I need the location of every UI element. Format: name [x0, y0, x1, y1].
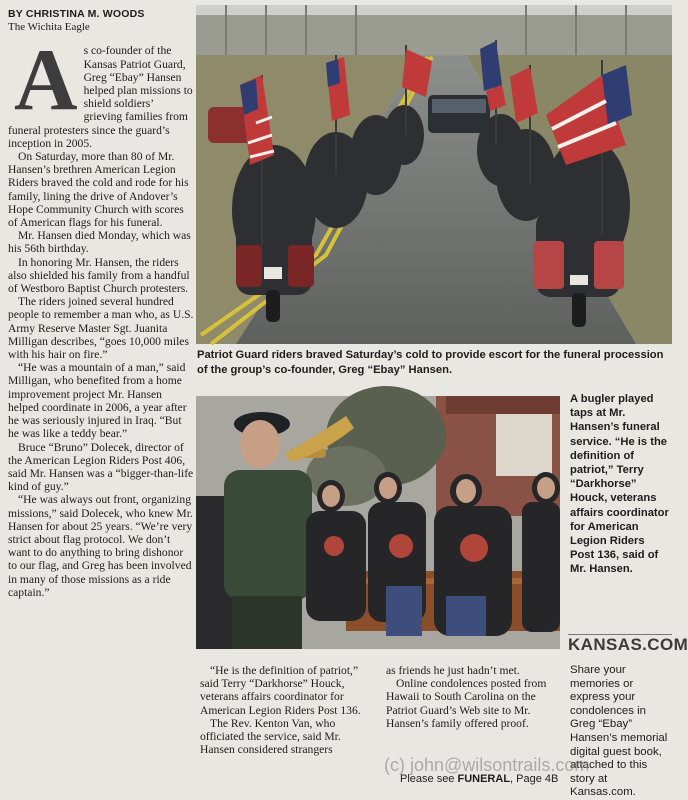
- outlet-name: The Wichita Eagle: [8, 21, 90, 34]
- bottom-photo-caption: A bugler played taps at Mr. Hansen’s funeral service. “He is the definition of patriot,” Terry “Darkhorse” Houck, veterans affairs coordinator for American Legion Riders Post 136, said of Mr. Hansen.: [570, 393, 669, 576]
- paragraph: “He is the definition of patriot,” said Terry “Darkhorse” Houck, veterans affairs coordinator for American Legion Riders Post 136.: [200, 664, 361, 717]
- paragraph: “He was a mountain of a man,” said Milligan, who benefited from a home improvement project Mr. Hansen helped coordinate in 2006, a year after he was seriously injured in Iraq. “But he was like a teddy bear.”: [8, 361, 187, 441]
- paragraph: On Saturday, more than 80 of Mr. Hansen’s brethren American Legion Riders braved the cold and rode for his family, lining the drive of Andover’s Hope Community Church with scores of American flags for his funeral.: [8, 150, 189, 230]
- drop-cap: A: [14, 32, 78, 130]
- photo-bugler-funeral: [196, 396, 560, 649]
- paragraph: The riders joined several hundred people to remember a man who, as U.S. Army Reserve Master Sgt. Juanita Milligan describes, “goes 10,000 miles with his hair on fire.”: [8, 295, 194, 362]
- kansas-com-logo[interactable]: KANSAS.COM: [568, 635, 688, 654]
- paragraph: Bruce “Bruno” Dolecek, director of the American Legion Riders Post 406, said Mr. Hansen was a “bigger-than-life kind of guy.”: [8, 440, 194, 494]
- paragraph: “He was always out front, organizing missions,” said Dolecek, who knew Mr. Hansen for about 25 years. “We’re very strict about flag protocol. We don’t want to do anything to bring dishonor to our flag, and Greg has been involved in many of those missions as a ride captain.”: [8, 493, 193, 599]
- paragraph: Mr. Hansen died Monday, which was his 56th birthday.: [8, 229, 191, 256]
- paragraph: as friends he just hadn’t met.: [386, 664, 520, 677]
- copyright-watermark: (c) john@wilsontrails.com: [384, 755, 590, 775]
- byline: BY CHRISTINA M. WOODS: [8, 8, 145, 20]
- article-column-3: [386, 664, 564, 730]
- kansas-com-box: [568, 634, 688, 657]
- continuation-section[interactable]: FUNERAL: [457, 773, 511, 785]
- paragraph: The Rev. Kenton Van, who officiated the service, said Mr. Hansen considered strangers: [200, 716, 341, 757]
- article-column-2: [200, 664, 378, 756]
- photo-motorcycle-procession: [196, 5, 672, 344]
- paragraph: In honoring Mr. Hansen, the riders also shielded his family from a handful of Westboro Baptist Church protesters.: [8, 255, 190, 296]
- continuation-prefix: Please see: [400, 773, 458, 785]
- kansas-com-text: Share your memories or express your condolences in Greg “Ebay” Hansen’s memorial digital guest book, attached to this story at Kansas.com.: [570, 664, 668, 799]
- paragraph: Online condolences posted from Hawaii to South Carolina on the Patriot Guard’s Web site to Mr. Hansen’s family offered proof.: [386, 677, 547, 730]
- top-photo-caption: Patriot Guard riders braved Saturday’s cold to provide escort for the funeral procession of the group’s co-founder, Greg “Ebay” Hansen.: [197, 349, 664, 376]
- article-column-1: [8, 8, 194, 599]
- continuation-page: , Page 4B: [510, 773, 559, 785]
- paragraph: s co-founder of the Kansas Patriot Guard, Greg “Ebay” Hansen helped plan missions to shield soldiers’ grieving families from funeral protesters since the guard’s inception in 2005.: [8, 44, 193, 150]
